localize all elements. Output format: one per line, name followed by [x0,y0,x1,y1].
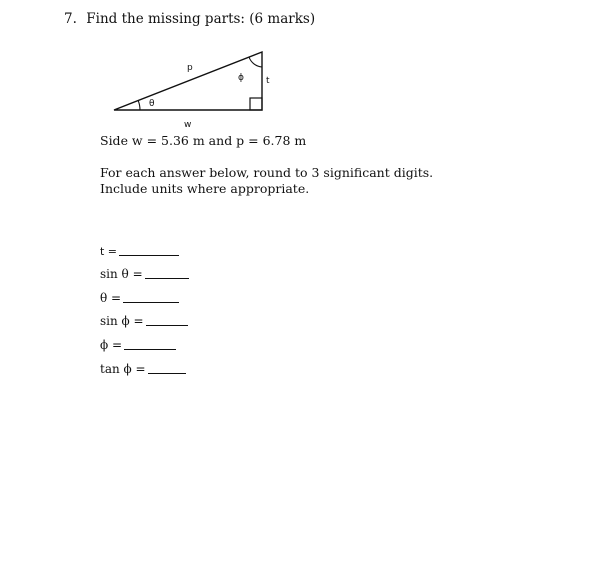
instruction-line-2: Include units where appropriate. [100,181,310,196]
answer-blank[interactable] [146,325,188,326]
answer-label: θ = [100,290,122,305]
label-p: p [187,63,193,73]
given-values: Side w = 5.36 m and p = 6.78 m [100,133,307,148]
answer-list [100,234,189,376]
label-phi: ϕ [238,73,244,83]
triangle-diagram [0,0,609,130]
answer-row-sin-phi [100,305,189,329]
answer-row-theta [100,281,189,305]
answer-row-t [100,234,189,258]
theta-arc [138,101,140,110]
answer-blank[interactable] [119,255,179,256]
question-text: Find the missing parts: (6 marks) [86,11,316,27]
instructions [100,165,433,197]
answer-row-tan-phi [100,352,189,376]
right-angle-marker [250,98,262,110]
answer-label: sin ϕ = [100,314,144,329]
label-w: w [184,120,192,130]
answer-label: tan ϕ = [100,361,146,376]
answer-label: t = [100,244,118,258]
instruction-line-1: For each answer below, round to 3 significant digits. [100,165,434,180]
label-t: t [266,76,270,86]
question-number: 7. [64,11,77,27]
answer-blank[interactable] [123,302,179,303]
answer-blank[interactable] [148,373,186,374]
answer-label: ϕ = [100,337,123,352]
answer-blank[interactable] [145,278,189,279]
answer-blank[interactable] [124,349,176,350]
answer-row-phi [100,328,189,352]
answer-row-sin-theta [100,258,189,282]
label-theta: θ [149,99,155,109]
answer-label: sin θ = [100,267,143,282]
phi-arc [249,57,262,67]
